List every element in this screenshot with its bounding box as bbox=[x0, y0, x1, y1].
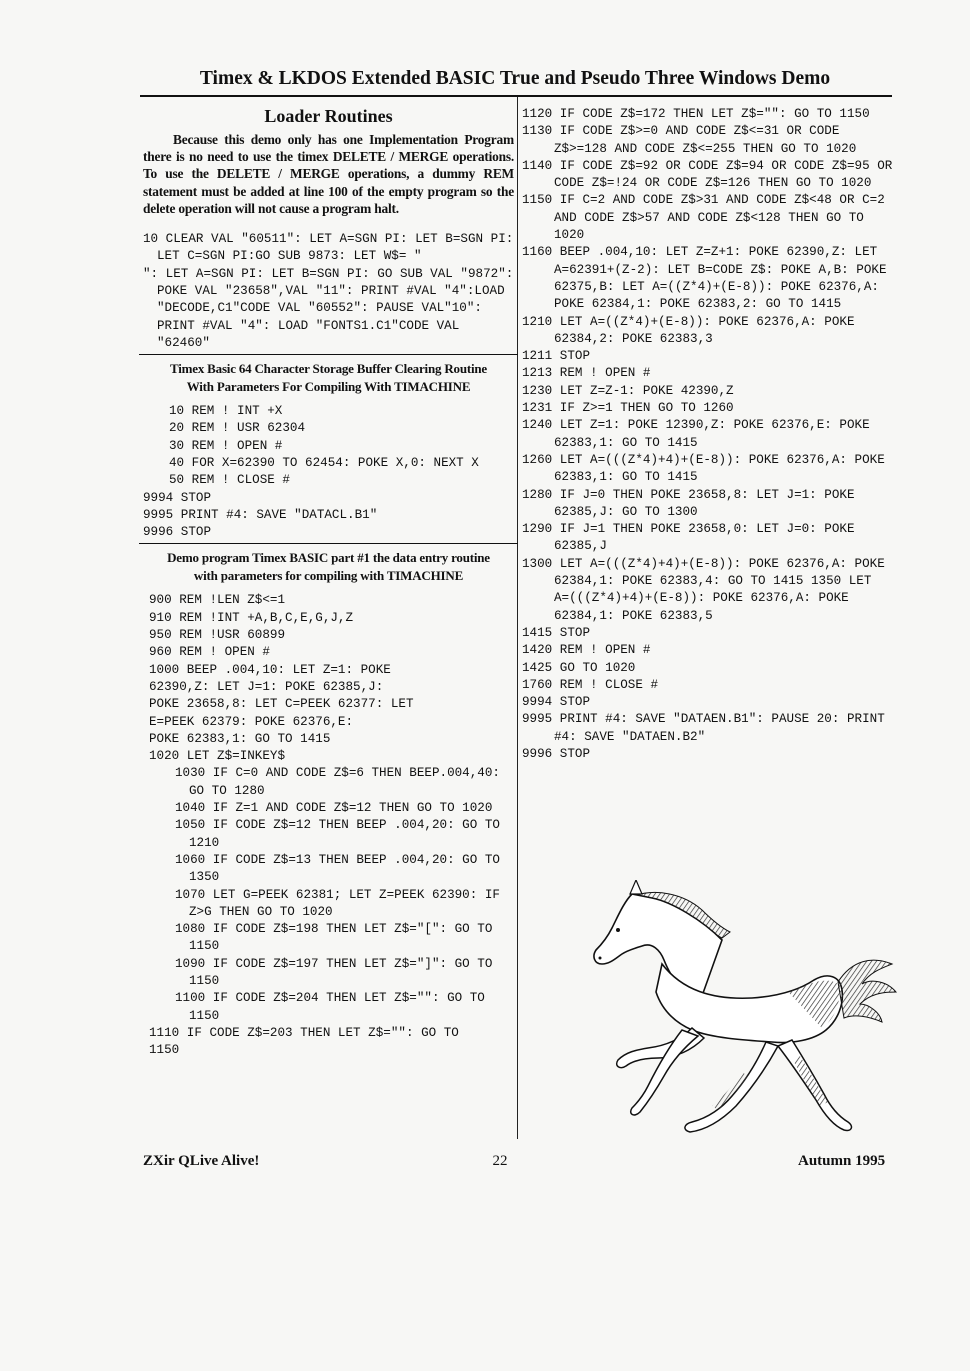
code-line: 1110 IF CODE Z$=203 THEN LET Z$="": GO TO bbox=[149, 1025, 459, 1040]
buffer-heading-line2: With Parameters For Compiling With TIMACHINE bbox=[186, 378, 471, 394]
code-line: 1070 LET G=PEEK 62381; LET Z=PEEK 62390: IF Z>G THEN GO TO 1020 bbox=[175, 887, 500, 919]
code-line: 20 REM ! USR 62304 bbox=[169, 421, 306, 436]
page-title: Timex & LKDOS Extended BASIC True and Pseudo Three Windows Demo bbox=[199, 68, 831, 89]
code-line: 1230 LET Z=Z-1: POKE 42390,Z bbox=[522, 383, 734, 398]
footer-issue: Autumn 1995 bbox=[798, 1153, 886, 1169]
code-line: 9996 STOP bbox=[522, 746, 591, 761]
code-line: 1120 IF CODE Z$=172 THEN LET Z$="": GO TO 1150 bbox=[522, 107, 870, 121]
code-line: 1760 REM ! CLOSE # bbox=[522, 677, 659, 692]
code-line: 1211 STOP bbox=[522, 349, 591, 364]
code-line: 1060 IF CODE Z$=13 THEN BEEP .004,20: GO TO 1350 bbox=[175, 852, 500, 885]
code-line: E=PEEK 62379: POKE 62376,E: bbox=[149, 714, 354, 729]
code-line: 1130 IF CODE Z$>=0 AND CODE Z$<=31 OR CODE Z$>=128 AND CODE Z$<=255 THEN GO TO 1020 bbox=[522, 124, 857, 156]
code-line: 10 CLEAR VAL "60511": LET A=SGN PI: LET B=SGN PI: LET C=SGN PI:GO SUB 9873: LET W$= " bbox=[143, 232, 514, 264]
code-line: 960 REM ! OPEN # bbox=[149, 645, 270, 660]
code-line: 1300 LET A=(((Z*4)+4)+(E-8)): POKE 62376,A: POKE 62384,1: POKE 62383,4: GO TO 1415 1350 LET A=(((Z*4)+4)+(E-8)): POKE 62376,A: POKE 62384,1: POKE 62383,5 bbox=[522, 556, 885, 623]
code-line: 1050 IF CODE Z$=12 THEN BEEP .004,20: GO TO 1210 bbox=[175, 818, 500, 850]
code-line: 9994 STOP bbox=[522, 695, 591, 710]
code-line: 1020 LET Z$=INKEY$ bbox=[149, 749, 286, 764]
code-line: POKE 62383,1: GO TO 1415 bbox=[149, 731, 331, 746]
code-line: 40 FOR X=62390 TO 62454: POKE X,0: NEXT X bbox=[169, 455, 479, 470]
buffer-code bbox=[143, 403, 514, 541]
code-line: 1280 IF J=0 THEN POKE 23658,8: LET J=1: POKE 62385,J: GO TO 1300 bbox=[522, 487, 855, 519]
code-line: 1090 IF CODE Z$=197 THEN LET Z$="]": GO TO 1150 bbox=[175, 956, 493, 988]
code-line: 1240 LET Z=1: POKE 12390,Z: POKE 62376,E: POKE 62383,1: GO TO 1415 bbox=[522, 418, 870, 450]
code-line: 1290 IF J=1 THEN POKE 23658,0: LET J=0: POKE 62385,J bbox=[522, 522, 855, 554]
loader-code bbox=[143, 231, 514, 352]
code-line: 9995 PRINT #4: SAVE "DATAEN.B1": PAUSE 20: PRINT #4: SAVE "DATAEN.B2" bbox=[522, 712, 885, 744]
code-line: 10 REM ! INT +X bbox=[169, 404, 283, 419]
code-line: 1210 LET A=((Z*4)+(E-8)): POKE 62376,A: POKE 62384,2: POKE 62383,3 bbox=[522, 314, 855, 346]
buffer-heading bbox=[143, 360, 514, 395]
code-line: 1150 bbox=[149, 1043, 180, 1058]
left-column bbox=[143, 104, 514, 1059]
code-line: 1213 REM ! OPEN # bbox=[522, 366, 651, 381]
code-line: 1040 IF Z=1 AND CODE Z$=12 THEN GO TO 1020 bbox=[175, 801, 493, 816]
code-line: 900 REM !LEN Z$<=1 bbox=[149, 593, 286, 608]
demo-heading-line1: Demo program Timex BASIC part #1 the data entry routine bbox=[167, 550, 490, 566]
code-line: 1231 IF Z>=1 THEN GO TO 1260 bbox=[522, 401, 734, 416]
code-line: 1425 GO TO 1020 bbox=[522, 660, 636, 675]
code-line: 1140 IF CODE Z$=92 OR CODE Z$=94 OR CODE Z$=95 OR CODE Z$=!24 OR CODE Z$=126 THEN GO TO 1020 bbox=[522, 158, 893, 191]
title-rule bbox=[140, 95, 892, 97]
code-line: 1100 IF CODE Z$=204 THEN LET Z$="": GO TO 1150 bbox=[175, 991, 485, 1023]
code-line: 1160 BEEP .004,10: LET Z=Z+1: POKE 62390,Z: LET A=62391+(Z-2): LET B=CODE Z$: POKE A,B: POKE 62375,B: LET A=((Z*4)+(E-8)): POKE 62376,A: POKE 62384,1: POKE 62383,2: GO TO 1415 bbox=[522, 245, 887, 312]
section-divider bbox=[139, 354, 518, 355]
code-line: 1030 IF C=0 AND CODE Z$=6 THEN BEEP.004,40: GO TO 1280 bbox=[175, 766, 500, 798]
right-column bbox=[522, 106, 894, 763]
demo-heading-line2: with parameters for compiling with TIMACHINE bbox=[193, 567, 464, 583]
section-divider bbox=[139, 543, 518, 544]
footer-publication: ZXir QLive Alive! bbox=[143, 1153, 260, 1169]
code-line: 9996 STOP bbox=[143, 525, 212, 540]
demo-heading bbox=[143, 549, 514, 584]
loader-paragraph bbox=[143, 131, 514, 217]
code-line: 50 REM ! CLOSE # bbox=[169, 473, 290, 488]
code-line: 1415 STOP bbox=[522, 625, 591, 640]
code-line: 9995 PRINT #4: SAVE "DATACL.B1" bbox=[143, 507, 378, 522]
code-line: POKE 23658,8: LET C=PEEK 62377: LET bbox=[149, 697, 414, 712]
loader-heading: Loader Routines bbox=[264, 106, 393, 126]
column-divider bbox=[517, 97, 518, 1139]
code-line: 1000 BEEP .004,10: LET Z=1: POKE bbox=[149, 662, 391, 677]
code-line: 62390,Z: LET J=1: POKE 62385,J: bbox=[149, 679, 384, 694]
code-line: 950 REM !USR 60899 bbox=[149, 628, 286, 643]
code-line: 30 REM ! OPEN # bbox=[169, 438, 283, 453]
code-line: 1420 REM ! OPEN # bbox=[522, 643, 651, 658]
loader-paragraph-text: Because this demo only has one Implementation Program there is no need to use the timex DELETE / MERGE operations. To use the DELETE / MERGE operations, a dummy REM statement must be added at line 100 of the empty program so the delete operation will not cause a program halt. bbox=[143, 132, 514, 216]
code-line: ": LET A=SGN PI: LET B=SGN PI: GO SUB VAL "9872": POKE VAL "23658",VAL "11": PRINT #VAL "4":LOAD "DECODE,C1"CODE VAL "60552": PAUSE VAL"10": PRINT #VAL "4": LOAD "FONTS1.C1"CODE VAL "62460" bbox=[143, 266, 514, 350]
code-line: 910 REM !INT +A,B,C,E,G,J,Z bbox=[149, 610, 354, 625]
horse-illustration bbox=[552, 880, 898, 1142]
footer-page-number: 22 bbox=[492, 1153, 508, 1169]
code-line: 1150 IF C=2 AND CODE Z$>31 AND CODE Z$<48 OR C=2 AND CODE Z$>57 AND CODE Z$<128 THEN GO TO 1020 bbox=[522, 193, 885, 243]
code-line: 9994 STOP bbox=[143, 490, 212, 505]
code-line: 1260 LET A=(((Z*4)+4)+(E-8)): POKE 62376,A: POKE 62383,1: GO TO 1415 bbox=[522, 452, 885, 485]
code-line: 1080 IF CODE Z$=198 THEN LET Z$="[": GO TO 1150 bbox=[175, 922, 493, 954]
buffer-heading-line1: Timex Basic 64 Character Storage Buffer Clearing Routine bbox=[169, 361, 487, 377]
demo-code bbox=[143, 592, 514, 1059]
